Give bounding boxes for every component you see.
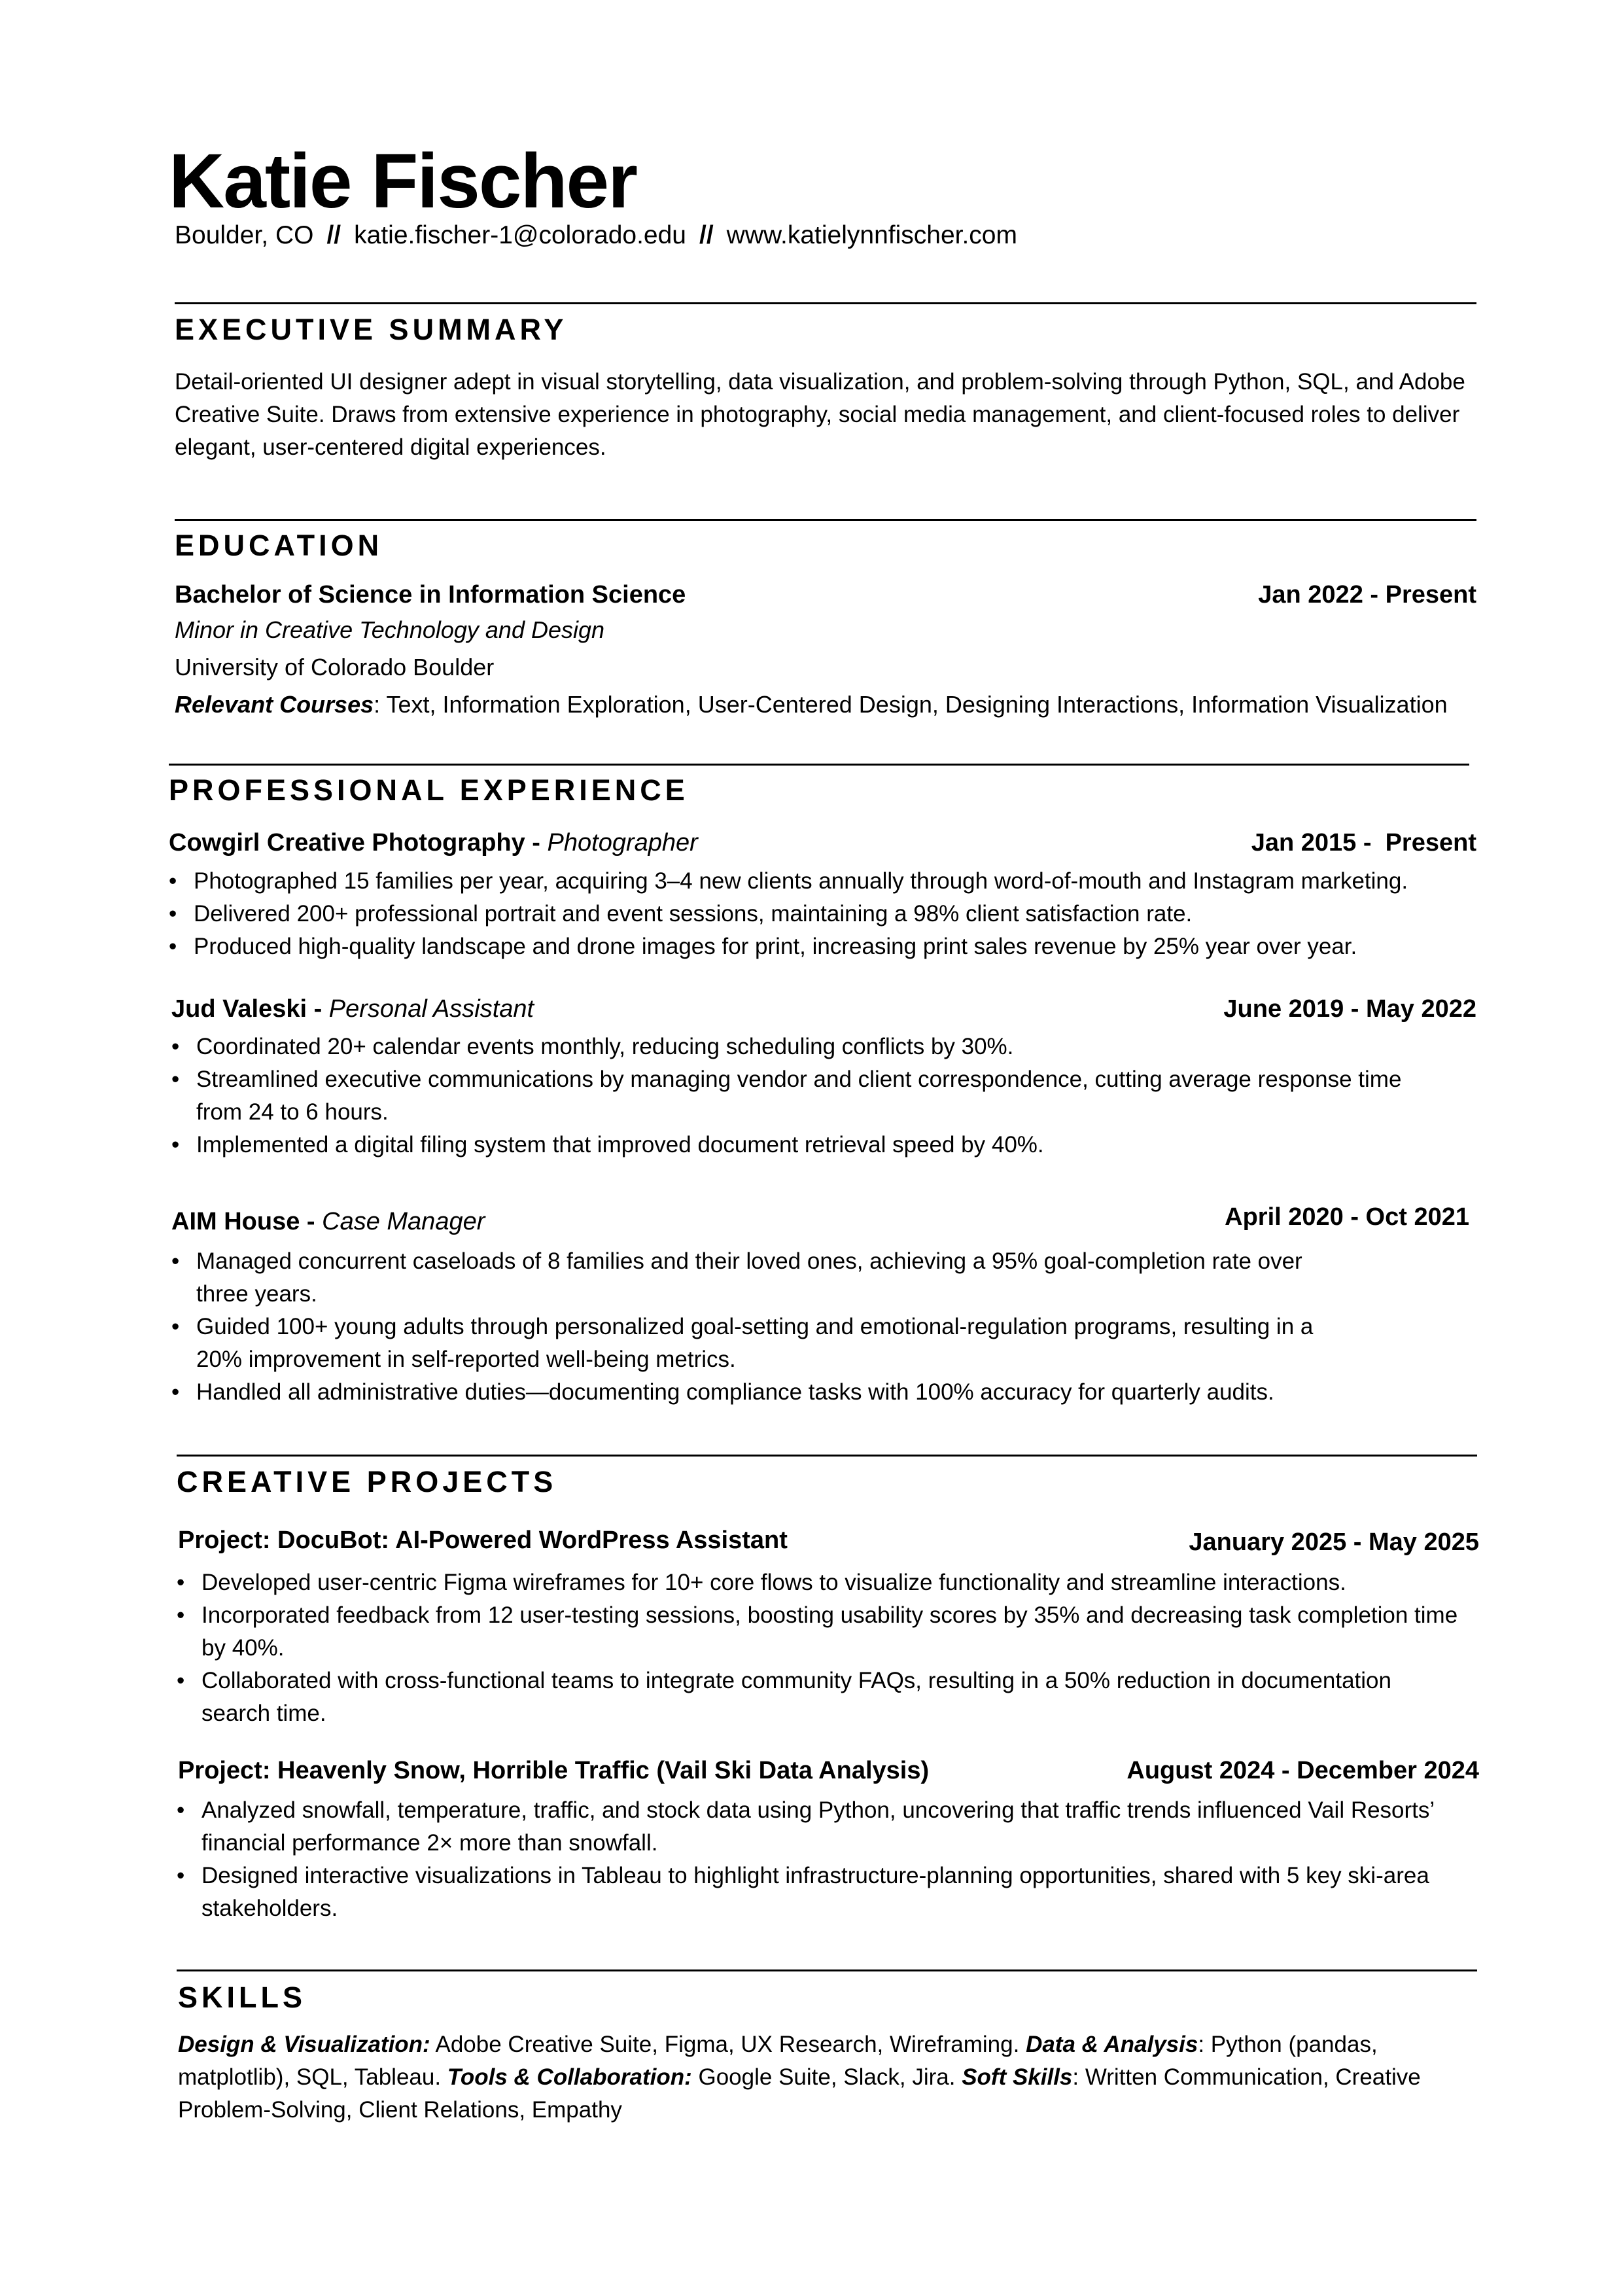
section-divider [177,1455,1477,1457]
project-bullets [177,1566,1465,1730]
section-title-education: EDUCATION [175,529,383,562]
website-link[interactable]: www.katielynnfischer.com [726,221,1017,249]
section-divider [169,764,1469,766]
list-item: • Managed concurrent caseloads of 8 families and their loved ones, achieving a 95% goal-completion rate over three years. [171,1245,1355,1311]
summary-text: Detail-oriented UI designer adept in visual storytelling, data visualization, and problem-solving through Python, SQL, and Adobe Creative Suite. Draws from extensive experience in photography, social media management, and client-focused roles to deliver elegant, user-centered digital experiences. [175,369,1465,460]
job-org: Jud Valeski - [171,995,323,1023]
skill-label: Data & Analysis [1026,2032,1198,2057]
section-title-projects: CREATIVE PROJECTS [177,1465,557,1498]
list-item: • Handled all administrative duties—documenting compliance tasks with 100% accuracy for quarterly audits. [171,1376,1355,1409]
school-name: University of Colorado Boulder [175,654,495,680]
education-dates: Jan 2022 - Present [1258,581,1476,609]
skill-list: Google Suite, Slack, Jira. [691,2064,962,2090]
skill-list: : Python (pandas, matplotlib), SQL, Tableau. [178,2032,1378,2090]
list-item: • Collaborated with cross-functional teams to integrate community FAQs, resulting in a 50% reduction in documentation search time. [177,1665,1465,1730]
list-item: • Analyzed snowfall, temperature, traffic, and stock data using Python, uncovering that traffic trends influenced Vail Resorts’ financial performance 2× more than snowfall. [177,1794,1465,1860]
section-divider [177,1969,1477,1971]
job-dates: Jan 2015 - Present [1251,829,1476,857]
list-item: • Delivered 200+ professional portrait and event sessions, maintaining a 98% client satisfaction rate. [169,898,1484,930]
job-dates: April 2020 - Oct 2021 [1225,1203,1469,1231]
minor: Minor in Creative Technology and Design [175,616,605,643]
courses-list: : Text, Information Exploration, User-Centered Design, Designing Interactions, Information Visualization [374,691,1448,718]
list-item: • Developed user-centric Figma wireframes for 10+ core flows to visualize functionality and streamline interactions. [177,1566,1465,1599]
project-title: Project: DocuBot: AI-Powered WordPress Assistant [178,1527,788,1554]
email-link[interactable]: katie.fischer-1@colorado.edu [354,221,686,249]
location: Boulder, CO [175,221,314,249]
relevant-courses [175,689,1448,720]
skill-label: Tools & Collaboration: [447,2064,692,2090]
job-bullets [169,865,1484,963]
project-title: Project: Heavenly Snow, Horrible Traffic (Vail Ski Data Analysis) [178,1757,930,1784]
skill-list: Adobe Creative Suite, Figma, UX Research, Wireframing. [430,2032,1026,2057]
list-item: • Incorporated feedback from 12 user-testing sessions, boosting usability scores by 35% and decreasing task completion time by 40%. [177,1599,1465,1665]
section-divider [175,519,1476,521]
list-item: • Implemented a digital filing system that improved document retrieval speed by 40%. [171,1129,1454,1161]
skills-text [178,2028,1480,2127]
project-dates: January 2025 - May 2025 [1189,1528,1479,1556]
job-title [169,827,698,858]
job-role: Photographer [547,829,698,857]
job-org: Cowgirl Creative Photography - [169,829,540,857]
list-item: • Streamlined executive communications by managing vendor and client correspondence, cutting average response time from 24 to 6 hours. [171,1063,1454,1129]
skill-label: Soft Skills [962,2064,1073,2090]
section-divider [175,302,1476,304]
job-bullets [171,1245,1355,1409]
contact-line [175,220,1017,251]
degree-title: Bachelor of Science in Information Science [175,581,686,609]
list-item: • Coordinated 20+ calendar events monthly, reducing scheduling conflicts by 30%. [171,1031,1454,1063]
project-bullets [177,1794,1465,1925]
section-title-skills: SKILLS [178,1981,307,2014]
job-org: AIM House - [171,1208,315,1235]
list-item: • Photographed 15 families per year, acquiring 3–4 new clients annually through word-of-mouth and Instagram marketing. [169,865,1484,898]
list-item: • Designed interactive visualizations in Tableau to highlight infrastructure-planning opportunities, shared with 5 key ski-area stakeholders. [177,1860,1465,1925]
section-title-summary: EXECUTIVE SUMMARY [175,313,568,346]
job-dates: June 2019 - May 2022 [1223,995,1476,1023]
section-title-experience: PROFESSIONAL EXPERIENCE [169,773,689,807]
separator: // [326,221,341,249]
job-title [171,993,534,1025]
skill-list: : Written Communication, Creative Problem-Solving, Client Relations, Empathy [178,2064,1421,2123]
job-role: Personal Assistant [328,995,534,1023]
skill-label: Design & Visualization: [178,2032,430,2057]
separator: // [699,221,714,249]
project-dates: August 2024 - December 2024 [1126,1757,1479,1784]
job-role: Case Manager [322,1208,485,1235]
list-item: • Produced high-quality landscape and drone images for print, increasing print sales revenue by 25% year over year. [169,930,1484,963]
job-bullets [171,1031,1454,1161]
courses-label: Relevant Courses [175,691,374,718]
candidate-name: Katie Fischer [169,138,637,224]
list-item: • Guided 100+ young adults through personalized goal-setting and emotional-regulation programs, resulting in a 20% improvement in self-reported well-being metrics. [171,1311,1355,1376]
job-title [171,1206,485,1237]
